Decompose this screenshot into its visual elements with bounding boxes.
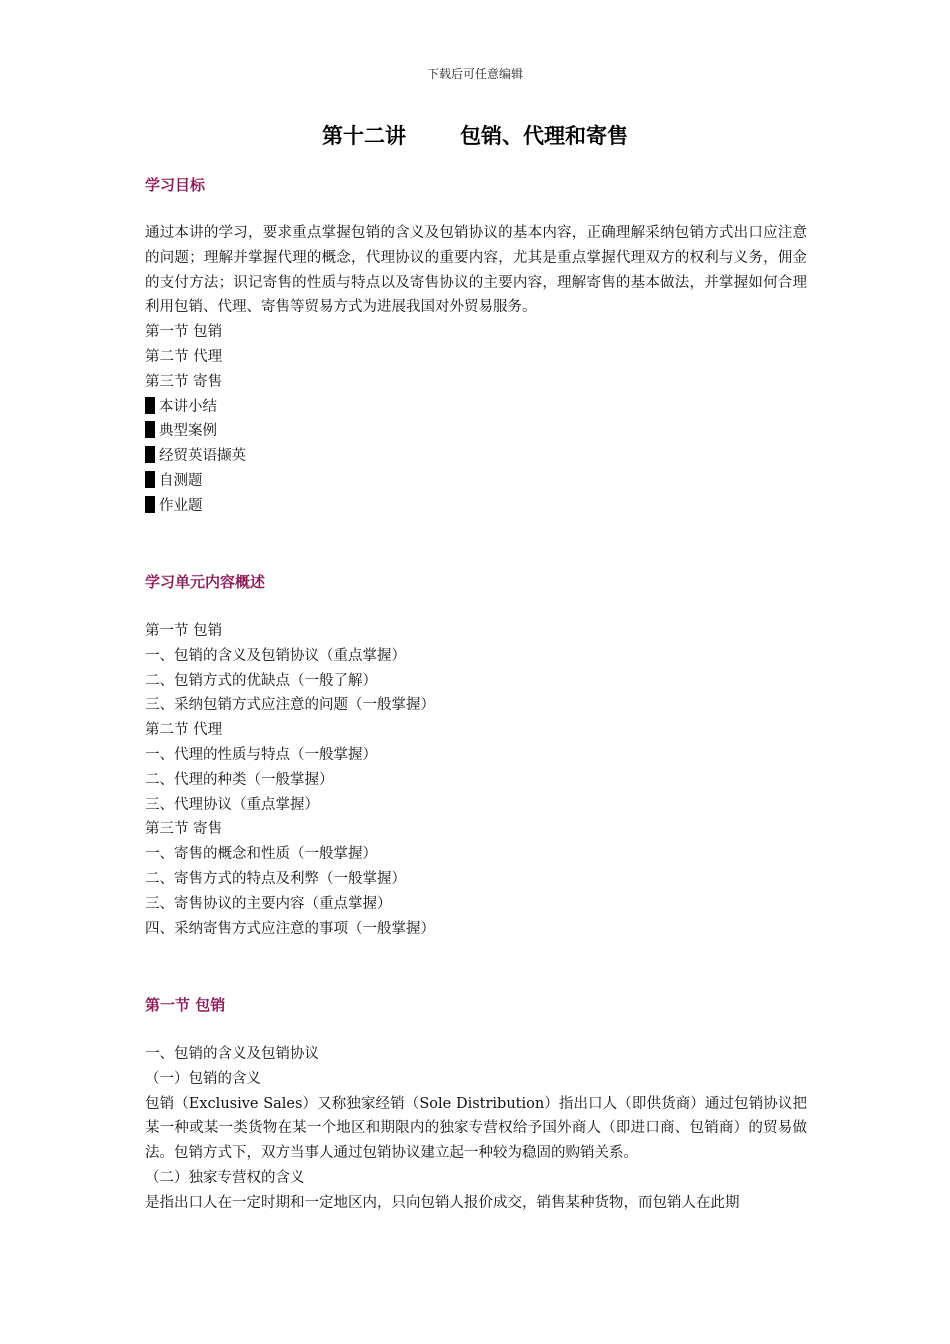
header-note: 下载后可任意编辑 — [426, 67, 523, 81]
section1-paragraph: 是指出口人在一定时期和一定地区内，只向包销人报价成交，销售某种货物，而包销人在此期 — [145, 1194, 740, 1211]
goals-bullet-item — [145, 419, 807, 444]
goals-bullet-item — [145, 494, 807, 519]
goals-line: 第一节 包销 — [145, 324, 223, 341]
section1-line: （一）包销的含义 — [145, 1070, 261, 1087]
goals-intro: 通过本讲的学习，要求重点掌握包销的含义及包销协议的基本内容，正确理解采纳包销方式出口应注意的问题；理解并掌握代理的概念，代理协议的重要内容，尤其是重点掌握代理双方的权利与义务，佣金的支付方法；识记寄售的性质与特点以及寄售协议的主要内容，理解寄售的基本做法，并掌握如何合理利用包销、代理、寄售等贸易方式为进展我国对外贸易服务。 — [145, 225, 807, 316]
square-bullet-icon — [145, 397, 155, 414]
bullet-label: 自测题 — [159, 472, 203, 489]
goals-block — [145, 221, 807, 519]
square-bullet-icon — [145, 421, 155, 438]
goals-bullet-item — [145, 469, 807, 494]
bullet-label: 作业题 — [159, 497, 203, 514]
goals-bullet-item — [145, 395, 807, 420]
section1-block — [145, 1042, 807, 1216]
bullet-label: 经贸英语撷英 — [159, 448, 246, 465]
title-topic: 包销、代理和寄售 — [460, 124, 628, 148]
heading-learning-goals: 学习目标 — [145, 176, 206, 194]
heading-section-1: 第一节 包销 — [145, 996, 226, 1014]
overview-line: 第二节 代理 — [145, 722, 223, 739]
bullet-label: 本讲小结 — [159, 398, 217, 415]
document-title — [0, 122, 950, 150]
overview-line: 第三节 寄售 — [145, 821, 223, 838]
overview-line: 三、寄售协议的主要内容（重点掌握） — [145, 895, 392, 912]
title-lecture-number: 第十二讲 — [322, 124, 406, 148]
overview-line: 四、采纳寄售方式应注意的事项（一般掌握） — [145, 920, 435, 937]
overview-line: 一、包销的含义及包销协议（重点掌握） — [145, 647, 406, 664]
goals-line: 第三节 寄售 — [145, 373, 223, 390]
bullet-label: 典型案例 — [159, 423, 217, 440]
overview-line: 第一节 包销 — [145, 623, 223, 639]
overview-line: 三、采纳包销方式应注意的问题（一般掌握） — [145, 697, 435, 714]
heading-unit-overview: 学习单元内容概述 — [145, 573, 266, 591]
section1-paragraph: 包销（Exclusive Sales）又称独家经销（Sole Distribution）指出口人（即供货商）通过包销协议把某一种或某一类货物在某一个地区和期限内的独家专营权给予国外商人（即进口商、包销商）的贸易做法。包销方式下，双方当事人通过包销协议建立起一种较为稳固的购销关系。 — [145, 1095, 807, 1162]
section1-line: 一、包销的含义及包销协议 — [145, 1046, 319, 1062]
overview-line: 一、代理的性质与特点（一般掌握） — [145, 746, 377, 763]
square-bullet-icon — [145, 446, 155, 463]
square-bullet-icon — [145, 496, 155, 513]
overview-line: 二、代理的种类（一般掌握） — [145, 771, 334, 788]
goals-bullet-item — [145, 444, 807, 469]
square-bullet-icon — [145, 471, 155, 488]
goals-line: 第二节 代理 — [145, 348, 223, 365]
overview-line: 二、包销方式的优缺点（一般了解） — [145, 672, 377, 689]
overview-line: 一、寄售的概念和性质（一般掌握） — [145, 846, 377, 863]
overview-line: 二、寄售方式的特点及利弊（一般掌握） — [145, 870, 406, 887]
overview-line: 三、代理协议（重点掌握） — [145, 796, 319, 813]
section1-line: （二）独家专营权的含义 — [145, 1169, 305, 1186]
overview-block — [145, 619, 807, 941]
